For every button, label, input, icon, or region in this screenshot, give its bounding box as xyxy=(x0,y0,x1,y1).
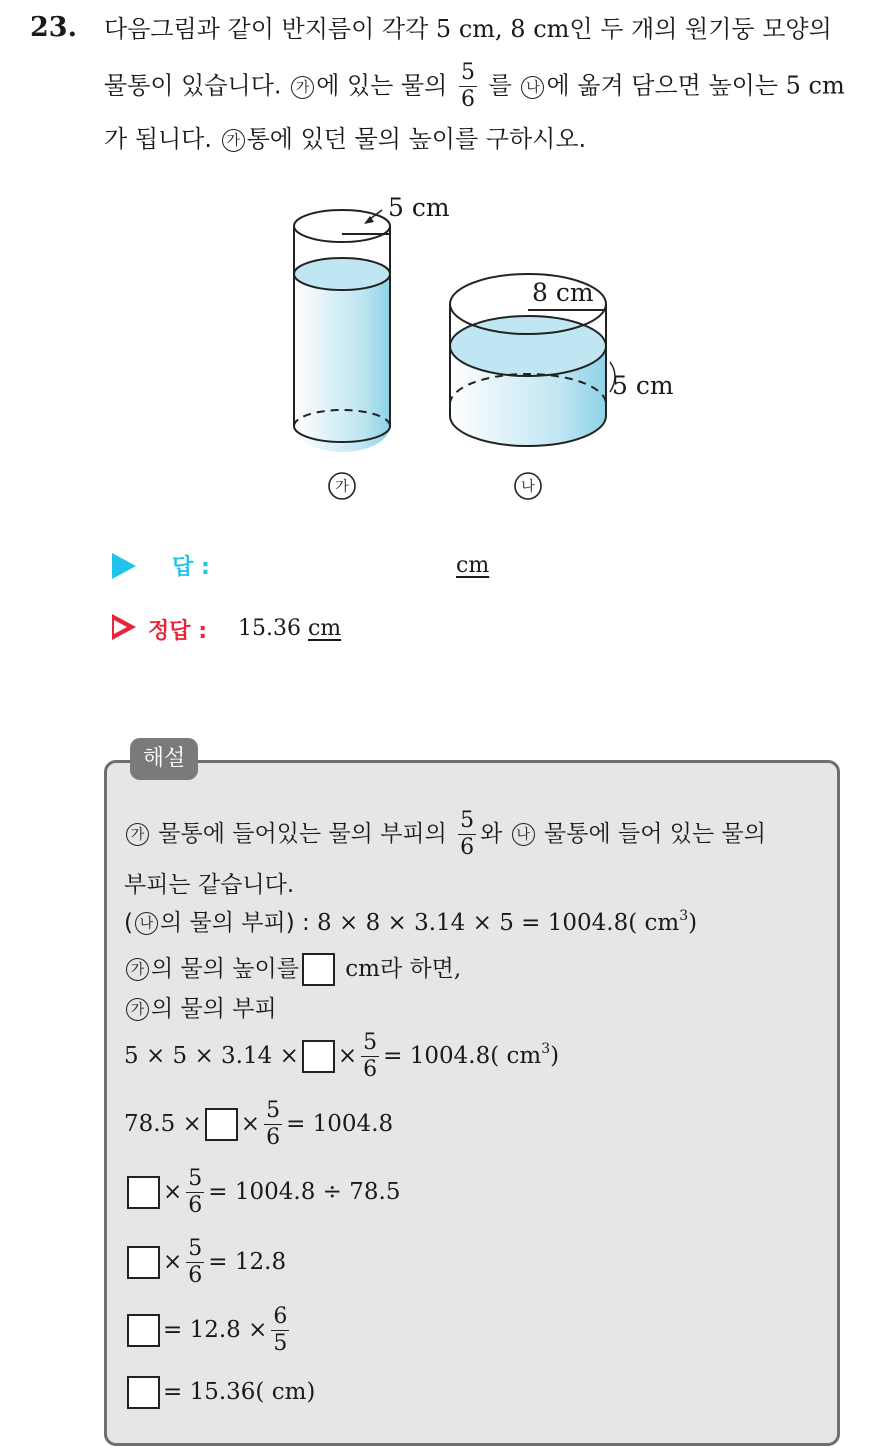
right-caption: 나 xyxy=(521,479,535,495)
correct-answer-label: 정답 : xyxy=(148,619,207,644)
unknown-box xyxy=(127,1246,160,1279)
unknown-box xyxy=(302,953,335,986)
fraction: $\frac{5}{6}$ xyxy=(188,1166,203,1218)
solution-line-2: 부피는 같습니다. xyxy=(124,872,295,898)
circled-ga: 가 xyxy=(126,958,149,981)
solution-line-5: 가 의 물의 부피 xyxy=(124,990,277,1023)
fraction: $\frac{5}{6}$ xyxy=(363,1030,378,1082)
solution-line-4: 가 의 물의 높이를 cm라 하면, xyxy=(124,950,461,986)
cylinders-figure xyxy=(270,186,690,506)
question-number: 23. xyxy=(30,12,77,43)
correct-answer-value: 15.36 cm xyxy=(238,616,342,641)
fraction: $\frac{5}{6}$ xyxy=(460,808,475,860)
solution-line-1: 가 물통에 들어있는 물의 부피의 $\frac{5}{6}$ 와 나 물통에 들어 있는 물의 xyxy=(124,808,766,861)
question-line-2: 물통이 있습니다. 가 에 있는 물의 $\frac{5}{6}$ 를 나 에 옮겨 담으면 높이는 5 cm xyxy=(104,60,845,112)
fraction: $\frac{6}{5}$ xyxy=(273,1304,288,1356)
unknown-box xyxy=(127,1376,160,1409)
unknown-box xyxy=(127,1314,160,1347)
fraction: $\frac{5}{6}$ xyxy=(266,1098,281,1150)
fraction: $\frac{5}{6}$ xyxy=(188,1236,203,1288)
fraction: $\frac{5}{6}$ xyxy=(461,60,475,112)
solution-line-6: 5 × 5 × 3.14 × × $\frac{5}{6}$ = 1004.8( $cm^3$) xyxy=(124,1030,560,1082)
circled-na: 나 xyxy=(135,912,158,935)
answer-play-icon xyxy=(112,553,136,579)
unknown-box xyxy=(127,1176,160,1209)
cylinder-ga xyxy=(294,210,390,452)
right-height-label: 5 cm xyxy=(612,371,674,400)
answer-unit: cm xyxy=(456,553,490,578)
circled-ga: 가 xyxy=(291,76,314,99)
solution-tag: 해설 xyxy=(130,738,198,780)
answer-label: 답 : xyxy=(172,555,210,580)
left-radius-label: 5 cm xyxy=(388,193,450,222)
solution-line-3: ( 나 의 물의 부피) : 8 × 8 × 3.14 × 5 = 1004.8( $cm^3$) xyxy=(124,908,698,936)
solution-line-9: × $\frac{5}{6}$ = 12.8 xyxy=(124,1236,286,1289)
unknown-box xyxy=(205,1108,238,1141)
solution-line-11: = 15.36( cm) xyxy=(124,1376,315,1409)
circled-na: 나 xyxy=(521,76,544,99)
unknown-box xyxy=(302,1040,335,1073)
correct-answer-icon-hollow xyxy=(114,620,127,634)
question-line-3: 가 됩니다. 가 통에 있던 물의 높이를 구하시오. xyxy=(104,125,587,153)
circled-ga: 가 xyxy=(222,129,245,152)
circled-ga: 가 xyxy=(126,998,149,1021)
solution-line-7: 78.5 × × $\frac{5}{6}$ = 1004.8 xyxy=(124,1098,394,1150)
circled-na: 나 xyxy=(512,823,535,846)
right-radius-label: 8 cm xyxy=(532,278,594,307)
solution-line-8: × $\frac{5}{6}$ = 1004.8 ÷ 78.5 xyxy=(124,1166,400,1219)
question-line-1: 다음그림과 같이 반지름이 각각 5 cm, 8 cm인 두 개의 원기둥 모양의 xyxy=(104,15,832,43)
solution-line-10: = 12.8 × $\frac{6}{5}$ xyxy=(124,1304,293,1357)
circled-ga: 가 xyxy=(126,823,149,846)
left-caption: 가 xyxy=(335,479,349,495)
